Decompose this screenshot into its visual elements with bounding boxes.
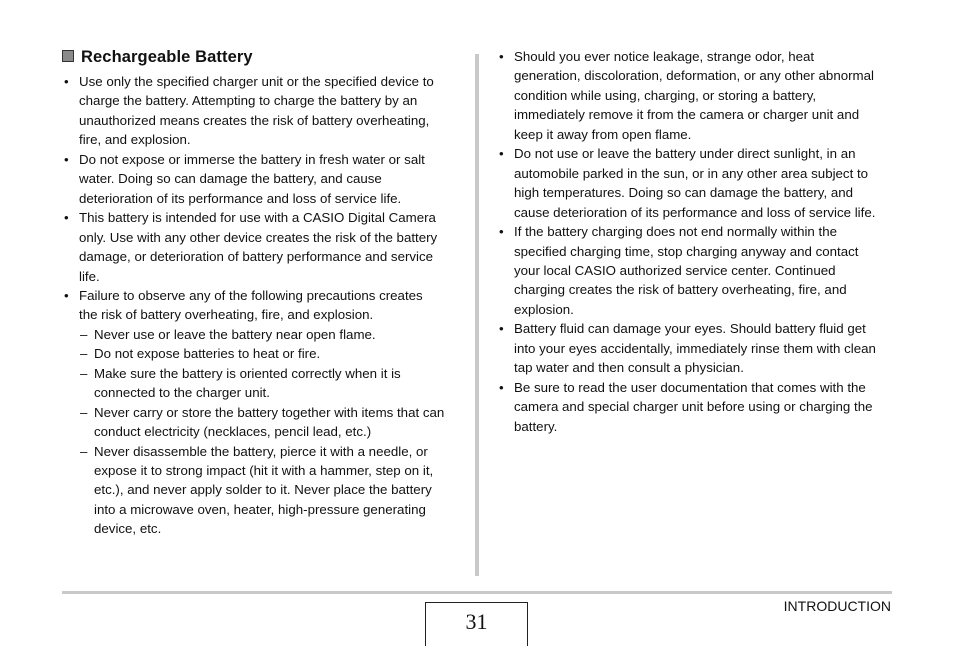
body-text-line: generation, discoloration, deformation, or any other abnormal [514, 68, 874, 84]
body-text-line: Do not expose or immerse the battery in fresh water or salt [79, 151, 425, 167]
body-text-line: connected to the charger unit. [94, 385, 270, 401]
page-number: 31 [425, 602, 528, 646]
body-text-line: damage, or deterioration of battery performance and service [79, 249, 434, 265]
body-text-line: condition while using, charging, or storing a battery, [514, 87, 817, 103]
body-text-line: fire, and explosion. [79, 132, 191, 148]
body-text-line: device, etc. [94, 521, 162, 537]
body-text-line: keep it away from open flame. [514, 126, 692, 142]
body-text-line: Make sure the battery is oriented correctly when it is [94, 365, 401, 381]
body-text-line: life. [79, 268, 100, 284]
footer-rule [62, 591, 892, 594]
body-text-line: immediately remove it from the camera or charger unit and [514, 107, 860, 123]
square-bullet-icon [62, 50, 74, 62]
bullet-icon: • [499, 146, 504, 162]
body-text-line: high temperatures. Doing so can damage the battery, and [514, 185, 854, 201]
bullet-icon: • [499, 49, 504, 64]
body-text-line: Do not use or leave the battery under direct sunlight, in an [514, 146, 856, 162]
body-text-line: water. Doing so can damage the battery, and cause [79, 171, 382, 187]
body-text-line: conduct electricity (necklaces, pencil lead, etc.) [94, 424, 372, 440]
bullet-icon: • [499, 379, 504, 395]
body-text-line: charging creates the risk of battery overheating, fire, and [514, 282, 847, 298]
bullet-icon: • [499, 321, 504, 337]
bullet-icon: • [64, 210, 69, 226]
body-text-line: Never use or leave the battery near open flame. [94, 326, 376, 342]
body-text-line: battery. [514, 418, 558, 434]
body-text-line: the risk of battery overheating, fire, and explosion. [79, 307, 374, 323]
section-heading-text: Rechargeable Battery [81, 48, 253, 66]
bullet-icon: • [64, 74, 69, 89]
section-heading [62, 48, 253, 67]
bullet-icon: • [64, 151, 69, 167]
body-text-line: Battery fluid can damage your eyes. Should battery fluid get [514, 321, 866, 337]
dash-marker: – [80, 346, 88, 362]
body-text-line: deterioration of its performance and loss of service life. [79, 190, 402, 206]
body-text-line: specified charging time, stop charging anyway and contact [514, 243, 859, 259]
body-text-line: only. Use with any other device creates the risk of the battery [79, 229, 438, 245]
body-text-line: expose it to strong impact (hit it with a hammer, step on it, [94, 463, 434, 478]
body-text-line: your local CASIO authorized service center. Continued [514, 262, 836, 278]
body-text-line: automobile parked in the sun, or in any other area subject to [514, 165, 869, 181]
body-text-line: Never carry or store the battery together with items that can [94, 404, 445, 420]
body-text-line: Never disassemble the battery, pierce it with a needle, or [94, 443, 428, 459]
body-text-line: charge the battery. Attempting to charge the battery by an [79, 93, 418, 109]
column-divider [475, 54, 479, 576]
body-text-line: This battery is intended for use with a CASIO Digital Camera [79, 210, 436, 226]
body-text-line: Failure to observe any of the following precautions creates [79, 287, 423, 303]
dash-marker: – [80, 443, 88, 459]
body-text-line: Should you ever notice leakage, strange odor, heat [514, 49, 815, 64]
body-text-line: cause deterioration of its performance and loss of service life. [514, 204, 876, 220]
body-text-line: into a microwave oven, heater, high-pressure generating [94, 501, 426, 517]
dash-marker: – [80, 326, 88, 342]
dash-marker: – [80, 365, 88, 381]
body-text-line: unauthorized means creates the risk of battery overheating, [79, 112, 430, 128]
section-label: INTRODUCTION [783, 598, 891, 614]
body-text-line: camera and special charger unit before using or charging the [514, 399, 873, 415]
body-text-line: Do not expose batteries to heat or fire. [94, 346, 321, 362]
body-text-line: etc.), and never apply solder to it. Never place the battery [94, 482, 432, 498]
body-text-line: tap water and then consult a physician. [514, 360, 744, 376]
dash-marker: – [80, 404, 88, 420]
body-text-line: into your eyes accidentally, immediately rinse them with clean [514, 340, 876, 356]
body-text-line: Be sure to read the user documentation that comes with the [514, 379, 866, 395]
body-text-line: Use only the specified charger unit or the specified device to [79, 74, 434, 89]
body-text-line: If the battery charging does not end normally within the [514, 224, 838, 240]
bullet-icon: • [64, 287, 69, 303]
body-text-line: explosion. [514, 301, 574, 317]
bullet-icon: • [499, 224, 504, 240]
